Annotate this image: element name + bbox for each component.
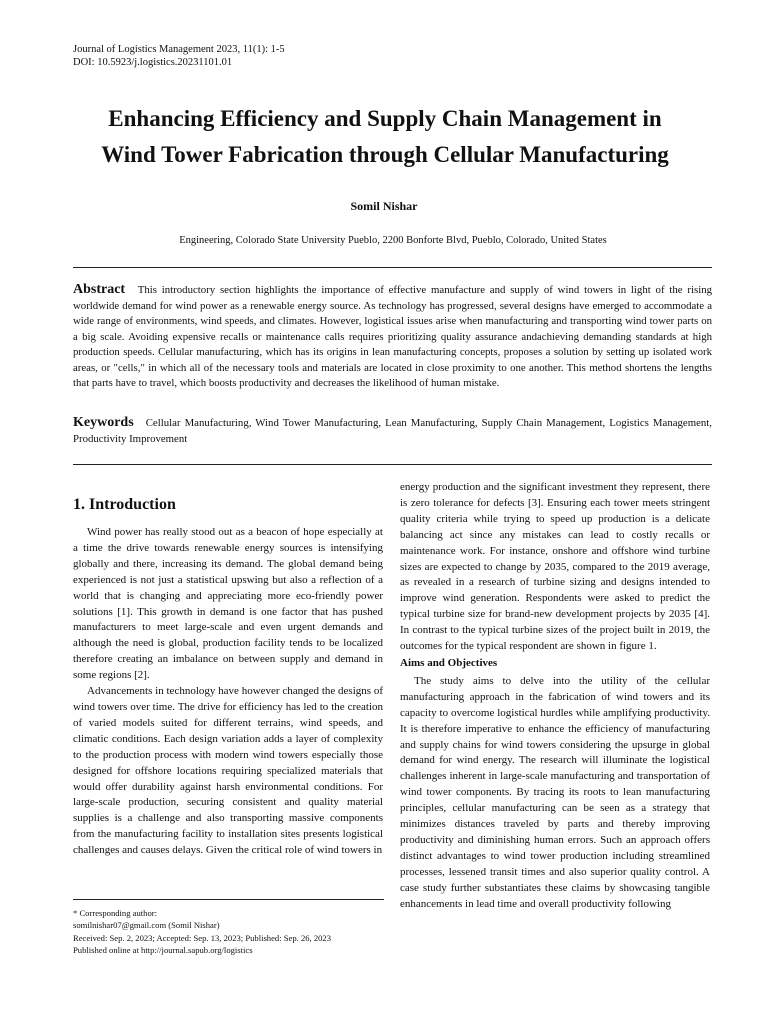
subheading-aims-objectives: Aims and Objectives <box>400 656 498 669</box>
keywords-block <box>73 415 712 447</box>
footnote-email[interactable]: somilnishar07@gmail.com (Somil Nishar) <box>73 920 220 931</box>
footnote-block <box>73 907 393 957</box>
title-line-1: Enhancing Efficiency and Supply Chain Management in <box>108 106 662 131</box>
right-column <box>400 480 710 912</box>
abstract-top-divider <box>73 267 712 268</box>
footnote-corresponding: * Corresponding author: <box>73 908 158 918</box>
author-affiliation: Engineering, Colorado State University Pueblo, 2200 Bonforte Blvd, Pueblo, Colorado, United States <box>179 235 607 246</box>
author-name: Somil Nishar <box>350 199 418 213</box>
footnote-divider <box>73 899 384 900</box>
journal-citation: Journal of Logistics Management 2023, 11(1): 1-5 <box>73 44 285 55</box>
intro-paragraph-1: Wind power has really stood out as a beacon of hope especially at a time the drive towards renewable energy sources is intensifying globally and there, increasing its demand. The global demand being experienced is not just a statistical upswing but also a reflection of a world that is changing and appreciating more eco-friendly power solutions [1]. This growth in demand is one factor that has pushed manufacturers to meet large-scale and even urgent demands and although the need is global, production facility tends to be localized therefore creating an imbalance on between supply and demand in some regions [2]. <box>73 526 383 682</box>
abstract-block <box>73 282 712 392</box>
intro-paragraph-2-continued: energy production and the significant investment they represent, there is zero tolerance for defects [3]. Ensuring each tower meets stringent quality criteria while trying to speed up production is a delicate balancing act since any mistakes can lead to costly recalls or maintenance work. For instance, onshore and offshore wind turbine sizes are expected to change by 2035, compared to the 2019 average, as revealed in a research of turbine sizing and designs intended to improve wind generation. Respondents were asked to predict the typical turbine size for brand-new development projects by 2035 [4]. In contrast to the typical turbine sizes of the project built in 2019, the outcomes for the typical respondent are shown in figure 1. <box>400 481 710 653</box>
keywords-text: Cellular Manufacturing, Wind Tower Manufacturing, Lean Manufacturing, Supply Chain Management, Logistics Management, Productivity Improvement <box>73 417 712 445</box>
paper-title <box>40 101 730 173</box>
footnote-dates: Received: Sep. 2, 2023; Accepted: Sep. 13, 2023; Published: Sep. 26, 2023 <box>73 932 332 943</box>
abstract-bottom-divider <box>73 464 712 465</box>
title-line-2: Wind Tower Fabrication through Cellular Manufacturing <box>101 142 669 167</box>
abstract-label: Abstract <box>73 282 126 297</box>
doi-link[interactable]: DOI: 10.5923/j.logistics.20231101.01 <box>73 57 233 68</box>
intro-paragraph-2: Advancements in technology have however changed the designs of wind towers over time. The drive for efficiency has led to the creation of varied models suited for different terrains, wind speeds, and climatic conditions. Each design variation adds a layer of complexity to the production process with modern wind towers especially those designed for offshore locations requiring specialized materials that would offer durability against harsh environmental conditions. For large-scale production, securing consistent and quality material supplies is a challenge and also transporting massive components from the manufacturing facility to installation sites presents logistical challenges and causes delays. Given the critical role of wind towers in <box>73 685 383 857</box>
footnote-online-link[interactable]: Published online at http://journal.sapub.org/logistics <box>73 945 253 956</box>
keywords-label: Keywords <box>73 415 134 430</box>
left-column <box>73 525 383 859</box>
journal-header <box>73 43 285 69</box>
abstract-text: This introductory section highlights the importance of effective manufacture and supply of wind towers in light of the rising worldwide demand for wind power as a renewable energy source. As technology has progressed, several designs have emerged to accommodate a wide range of environments, wind speeds, and climates. However, logistical issues arise when manufacturing and transporting wind tower parts on a big scale. Avoiding expensive recalls or maintenance calls requires prioritizing quality assurance andachieving demanding standards at high production speeds. Cellular manufacturing, which has its origins in lean manufacturing concepts, proposes a solution by setting up isolated work areas, or "cells," in which all of the necessary tools and materials are located in close proximity to one another. This method shortens the lengths that parts have to travel, which boosts productivity and decreases the likelihood of human mistake. <box>73 284 712 389</box>
section-heading-introduction: 1. Introduction <box>73 496 176 513</box>
aims-paragraph: The study aims to delve into the utility of the cellular manufacturing approach in the fabrication of wind towers and its capacity to overcome logistical hurdles while amplifying productivity. It is therefore imperative to enhance the efficiency of manufacturing and supply chains for wind towers considering the upsurge in global demand for wind energy. The research will illuminate the logistical challenges inherent in large-scale manufacturing and transportation of wind tower components. By tracing its roots to lean manufacturing principles, cellular manufacturing can be seen as a strategy that minimizes distances traveled by parts and thereby improving productivity and diminishing human errors. Such an approach offers distinct advantages to wind tower production including streamlined processes, lessened transit times and also superior quality control. A case study further substantiates these claims by showcasing tangible enhancements in lead time and overall productivity following <box>400 674 710 910</box>
